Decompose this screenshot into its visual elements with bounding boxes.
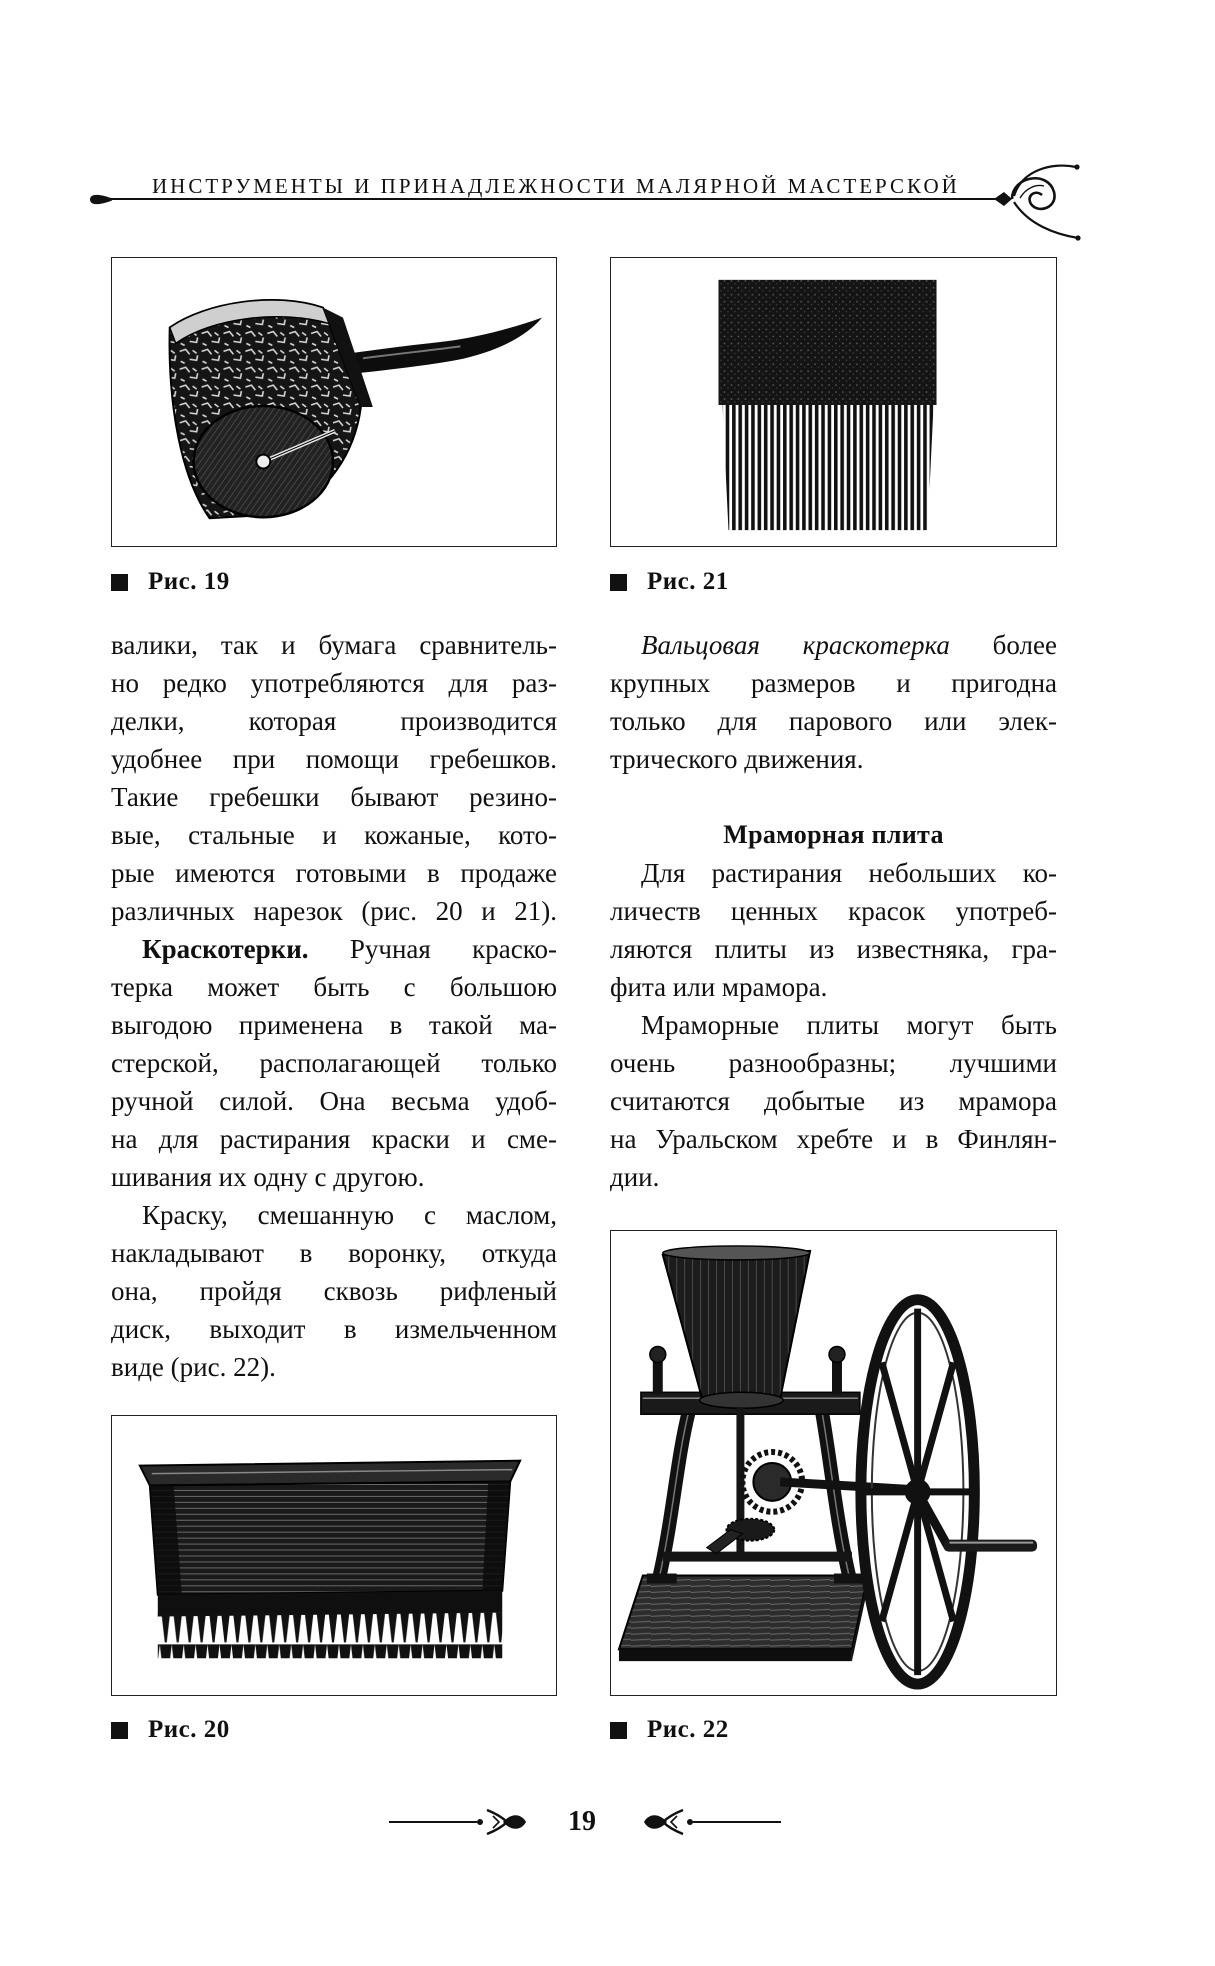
run-in-heading: Краскотерки. xyxy=(142,934,309,964)
figure-22 xyxy=(610,1230,1057,1696)
text-line: вые, стальные и кожаные, кото- xyxy=(111,820,557,850)
header-rule xyxy=(100,198,988,200)
text-line: терка может быть с большою xyxy=(111,972,557,1002)
text-line: только для парового или элек- xyxy=(610,706,1057,736)
caption-text: Рис. 22 xyxy=(647,1716,729,1743)
figure-19 xyxy=(111,257,557,547)
caption-text: Рис. 19 xyxy=(148,568,230,595)
text-line: крупных размеров и пригодна xyxy=(610,668,1057,698)
square-bullet-icon xyxy=(610,1722,627,1739)
text-line: шивания их одну с другою. xyxy=(111,1162,425,1192)
figure-21-caption xyxy=(610,567,729,597)
text-line: считаются добытые из мрамора xyxy=(610,1086,1057,1116)
text-line: делки, которая производится xyxy=(111,706,557,736)
text-line: выгодою применена в такой ма- xyxy=(111,1010,557,1040)
text-line: дии. xyxy=(610,1162,660,1192)
text-line: Краску, смешанную с маслом, xyxy=(142,1200,557,1230)
left-text-column xyxy=(111,626,557,1386)
text-line: личеств ценных красок употреб- xyxy=(610,896,1057,926)
text-line: удобнее при помощи гребешков. xyxy=(111,744,557,774)
text-run: Ручная краско- xyxy=(308,934,557,964)
caption-text: Рис. 20 xyxy=(148,1716,230,1743)
figure-21 xyxy=(610,257,1057,547)
text-line: рые имеются готовыми в продаже xyxy=(111,858,557,888)
right-text-column xyxy=(610,626,1057,1196)
figure-19-illustration xyxy=(112,258,556,546)
figure-22-illustration xyxy=(611,1231,1056,1695)
header-flourish-icon xyxy=(982,158,1082,246)
italic-term: Вальцовая краскотерка xyxy=(641,630,950,660)
page-number: 19 xyxy=(568,1806,596,1837)
text-line: валики, так и бумага сравнитель- xyxy=(111,630,557,660)
text-line: она, пройдя сквозь рифленый xyxy=(111,1276,557,1306)
text-line: Такие гребешки бывают резино- xyxy=(111,782,557,812)
text-line: виде (рис. 22). xyxy=(111,1352,276,1382)
square-bullet-icon xyxy=(111,574,128,591)
square-bullet-icon xyxy=(610,574,627,591)
text-line: ляются плиты из известняка, гра- xyxy=(610,934,1057,964)
text-line: Для растирания небольших ко- xyxy=(641,858,1057,888)
text-line: различных нарезок (рис. 20 и 21). xyxy=(111,896,557,926)
text-line xyxy=(111,930,557,968)
caption-text: Рис. 21 xyxy=(647,568,729,595)
text-run: более xyxy=(949,630,1057,660)
text-line: но редко употребляются для раз- xyxy=(111,668,557,698)
figure-19-caption xyxy=(111,567,230,597)
text-line: стерской, располагающей только xyxy=(111,1048,557,1078)
text-line: Мраморные плиты могут быть xyxy=(641,1010,1057,1040)
section-heading: Мраморная плита xyxy=(723,820,944,849)
square-bullet-icon xyxy=(111,1722,128,1739)
figure-20-caption xyxy=(111,1715,230,1745)
text-line: диск, выходит в измельченном xyxy=(111,1314,557,1344)
figure-20 xyxy=(111,1415,557,1696)
text-line xyxy=(610,626,1057,664)
text-line: фита или мрамора. xyxy=(610,972,828,1002)
text-line: на Уральском хребте и в Финлян- xyxy=(610,1124,1057,1154)
text-line: на для растирания краски и сме- xyxy=(111,1124,557,1154)
text-line: очень разнообразны; лучшими xyxy=(610,1048,1057,1078)
blank-line xyxy=(610,778,1057,816)
figure-22-caption xyxy=(610,1715,729,1745)
text-line: ручной силой. Она весьма удоб- xyxy=(111,1086,557,1116)
running-title: ИНСТРУМЕНТЫ И ПРИНАДЛЕЖНОСТИ МАЛЯРНОЙ МАСТЕРСКОЙ xyxy=(152,174,960,198)
text-line: накладывают в воронку, откуда xyxy=(111,1238,557,1268)
text-line: трического движения. xyxy=(610,744,864,774)
figure-20-illustration xyxy=(112,1416,556,1695)
figure-21-illustration xyxy=(611,258,1056,546)
